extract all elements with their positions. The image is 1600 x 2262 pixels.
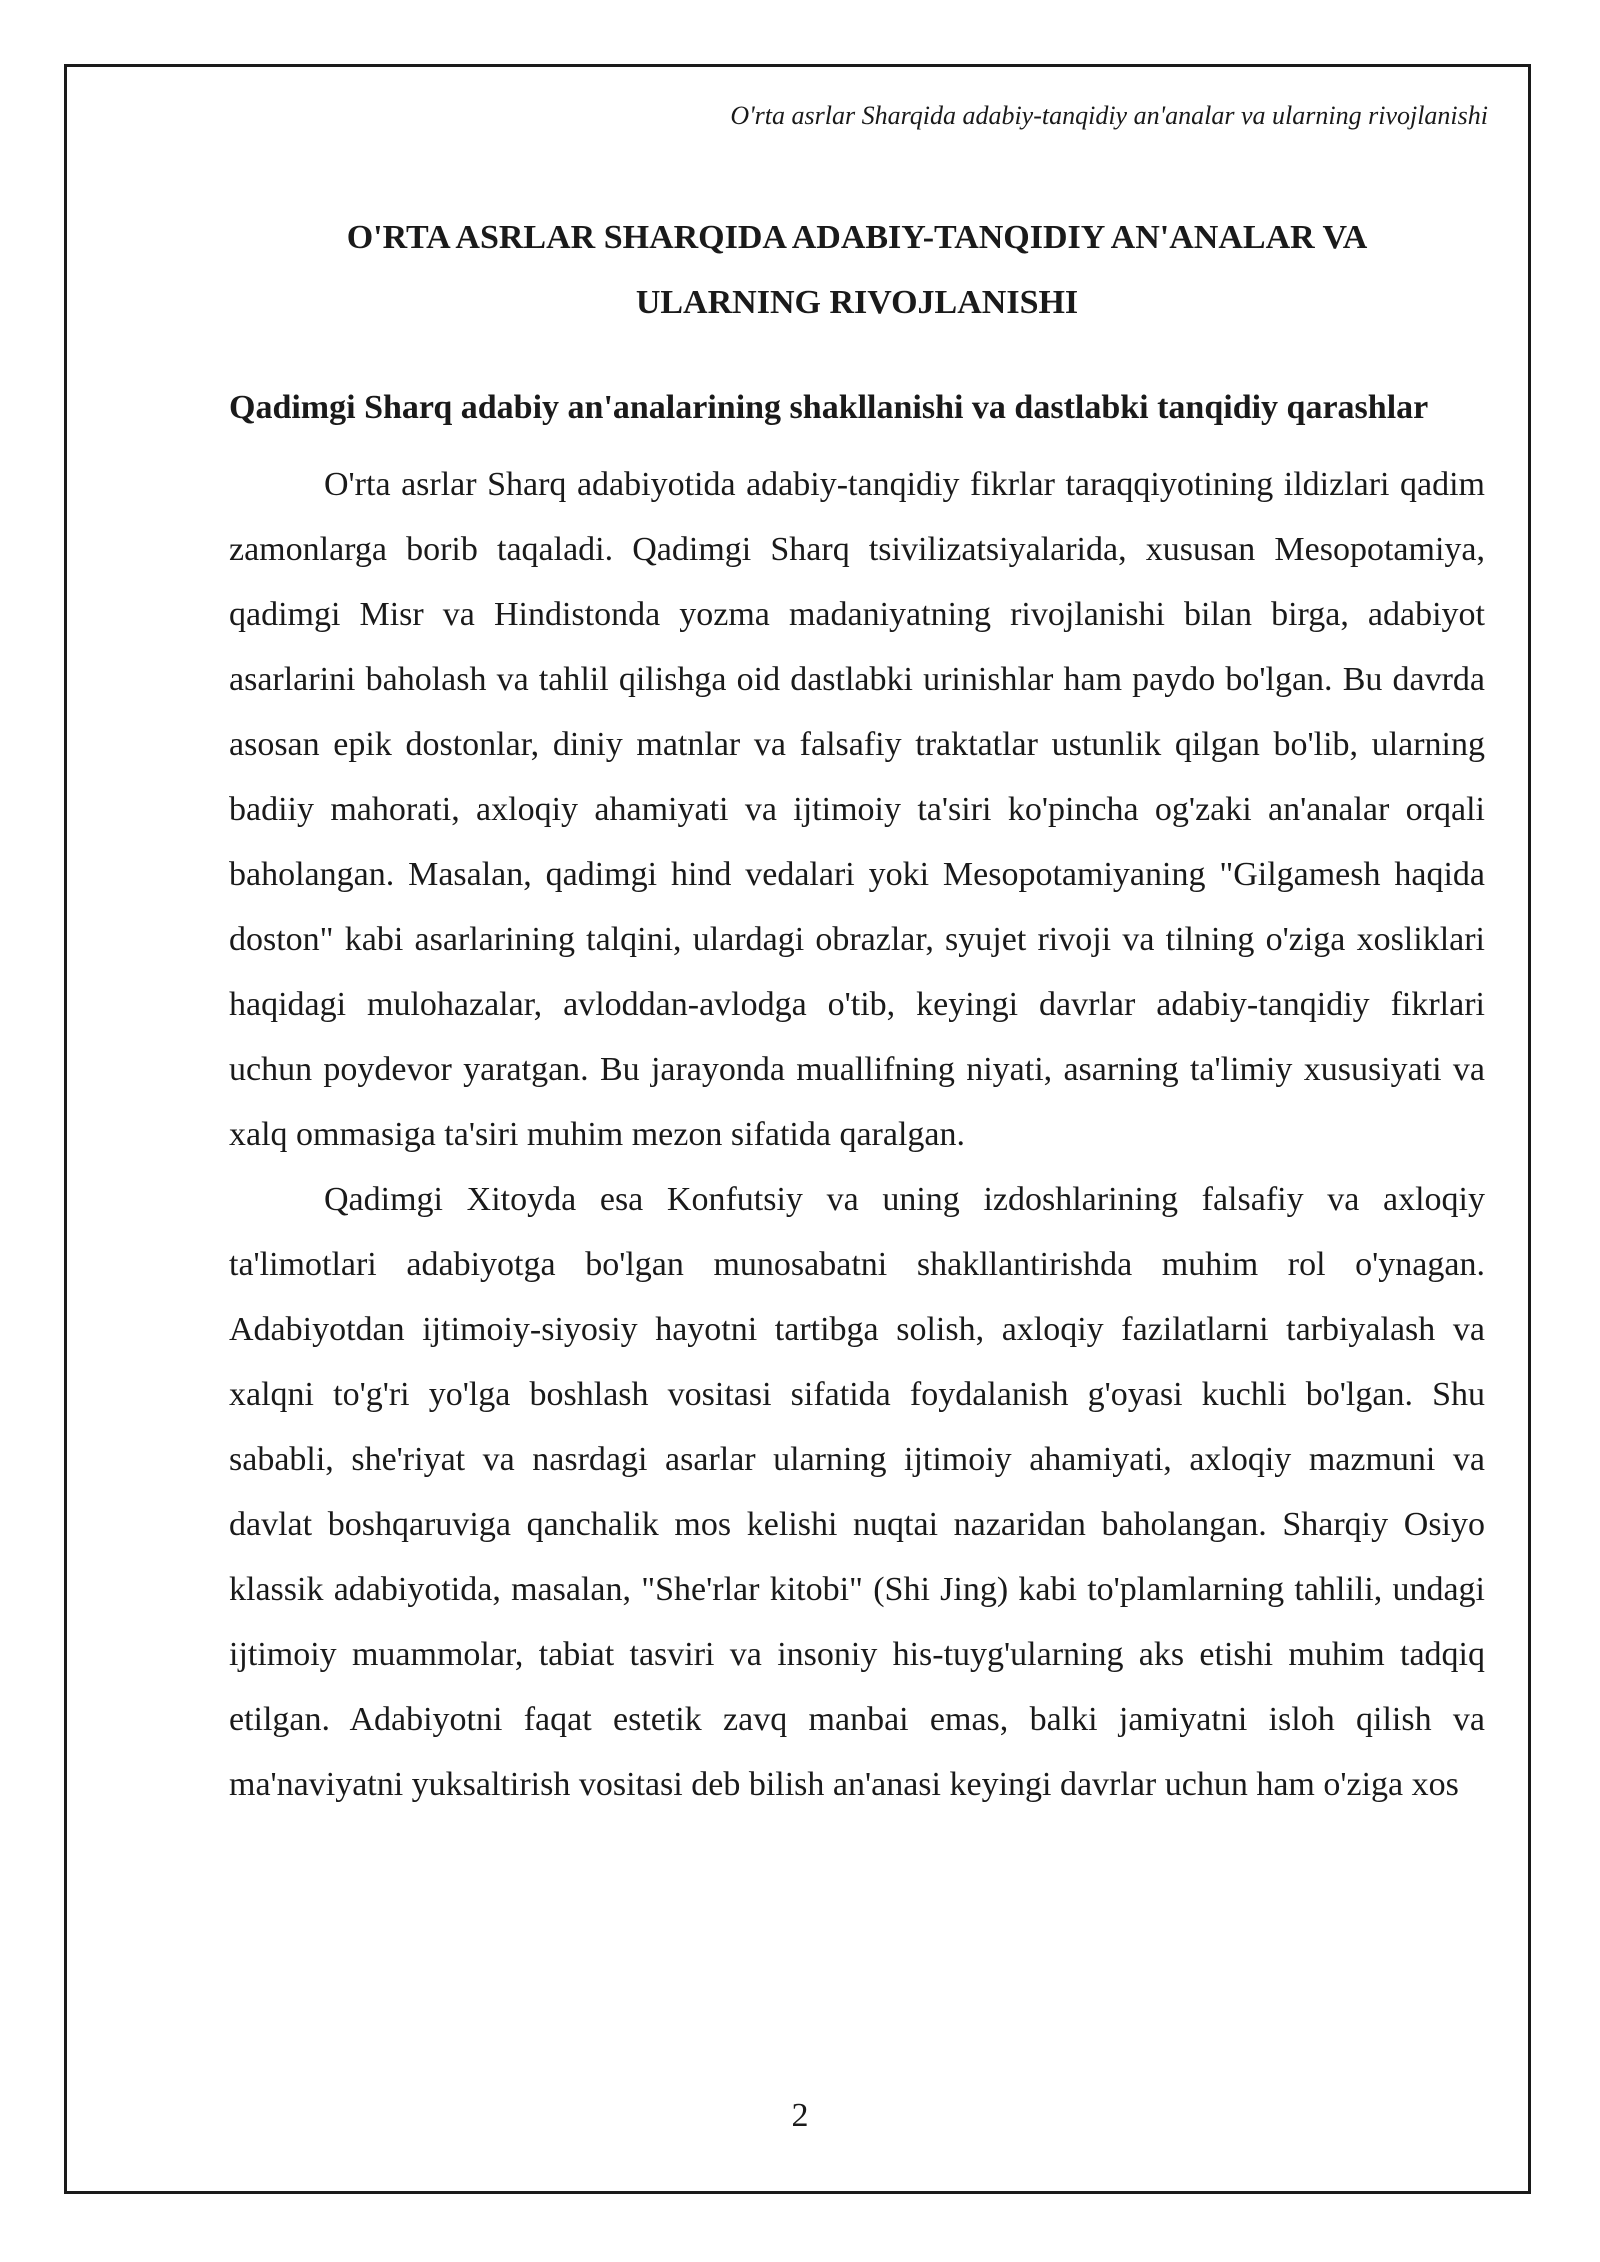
- page-number: 2: [791, 2097, 809, 2134]
- page-content: [229, 205, 1485, 1817]
- document-title-line-1: O'RTA ASRLAR SHARQIDA ADABIY-TANQIDIY AN'ANALAR VA: [346, 219, 1368, 256]
- body-paragraph-1: O'rta asrlar Sharq adabiyotida adabiy-tanqidiy fikrlar taraqqiyotining ildizlari qadim zamonlarga borib taqaladi. Qadimgi Sharq tsivilizatsiyalarida, xususan Mesopotamiya, qadimgi Misr va Hindistonda yozma madaniyatning rivojlanishi bilan birga, adabiyot asarlarini baholash va tahlil qilishga oid dastlabki urinishlar ham paydo bo'lgan. Bu davrda asosan epik dostonlar, diniy matnlar va falsafiy traktatlar ustunlik qilgan bo'lib, ularning badiiy mahorati, axloqiy ahamiyati va ijtimoiy ta'siri ko'pincha og'zaki an'analar orqali baholangan. Masalan, qadimgi hind vedalari yoki Mesopotamiyaning "Gilgamesh haqida doston" kabi asarlarining talqini, ulardagi obrazlar, syujet rivoji va tilning o'ziga xosliklari haqidagi mulohazalar, avloddan-avlodga o'tib, keyingi davrlar adabiy-tanqidiy fikrlari uchun poydevor yaratgan. Bu jarayonda muallifning niyati, asarning ta'limiy xususiyati va xalq ommasiga ta'siri muhim mezon sifatida qaralgan.: [229, 466, 1485, 1153]
- body-paragraph-2: Qadimgi Xitoyda esa Konfutsiy va uning izdoshlarining falsafiy va axloqiy ta'limotlari adabiyotga bo'lgan munosabatni shakllantirishda muhim rol o'ynagan. Adabiyotdan ijtimoiy-siyosiy hayotni tartibga solish, axloqiy fazilatlarni tarbiyalash va xalqni to'g'ri yo'lga boshlash vositasi sifatida foydalanish g'oyasi kuchli bo'lgan. Shu sababli, she'riyat va nasrdagi asarlar ularning ijtimoiy ahamiyati, axloqiy mazmuni va davlat boshqaruviga qanchalik mos kelishi nuqtai nazaridan baholangan. Sharqiy Osiyo klassik adabiyotida, masalan, "She'rlar kitobi" (Shi Jing) kabi to'plamlarning tahlili, undagi ijtimoiy muammolar, tabiat tasviri va insoniy his-tuyg'ularning aks etishi muhim tadqiq etilgan. Adabiyotni faqat estetik zavq manbai emas, balki jamiyatni isloh qilish va ma'naviyatni yuksaltirish vositasi deb bilish an'anasi keyingi davrlar uchun ham o'ziga xos: [229, 1181, 1485, 1803]
- running-header: O'rta asrlar Sharqida adabiy-tanqidiy an'analar va ularning rivojlanishi: [730, 101, 1488, 130]
- document-title-line-2: ULARNING RIVOJLANISHI: [635, 284, 1079, 321]
- document-title: [229, 205, 1485, 335]
- section-heading: Qadimgi Sharq adabiy an'analarining shakllanishi va dastlabki tanqidiy qarashlar: [229, 389, 1429, 426]
